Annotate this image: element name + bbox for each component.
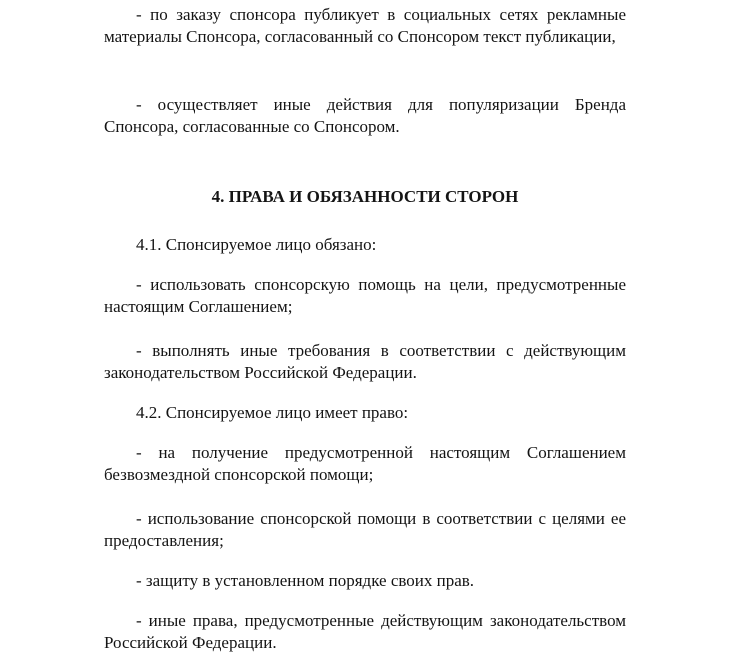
paragraph-publish-materials: - по заказу спонсора публикует в социальных сетях рекламные материалы Спонсора, согласованный со Спонсором текст публикации,: [104, 5, 626, 46]
clause-4-2-item: - на получение предусмотренной настоящим Соглашением безвозмездной спонсорской помощи;: [104, 443, 626, 484]
clause-4-2-item: - использование спонсорской помощи в соответствии с целями ее предоставления;: [104, 509, 626, 550]
paragraph-brand-popularization: - осуществляет иные действия для популяризации Бренда Спонсора, согласованные со Спонсором.: [104, 95, 626, 136]
clause-4-2-item: - защиту в установленном порядке своих прав.: [136, 571, 475, 590]
clause-4-1-title: 4.1. Спонсируемое лицо обязано:: [136, 235, 377, 254]
section-heading: 4. ПРАВА И ОБЯЗАННОСТИ СТОРОН: [211, 187, 519, 206]
clause-4-1-item: - выполнять иные требования в соответствии с действующим законодательством Российской Федерации.: [104, 341, 626, 382]
clause-4-2-item: - иные права, предусмотренные действующим законодательством Российской Федерации.: [104, 611, 626, 652]
clause-4-2-title: 4.2. Спонсируемое лицо имеет право:: [136, 403, 409, 422]
clause-4-1-item: - использовать спонсорскую помощь на цели, предусмотренные настоящим Соглашением;: [104, 275, 626, 316]
